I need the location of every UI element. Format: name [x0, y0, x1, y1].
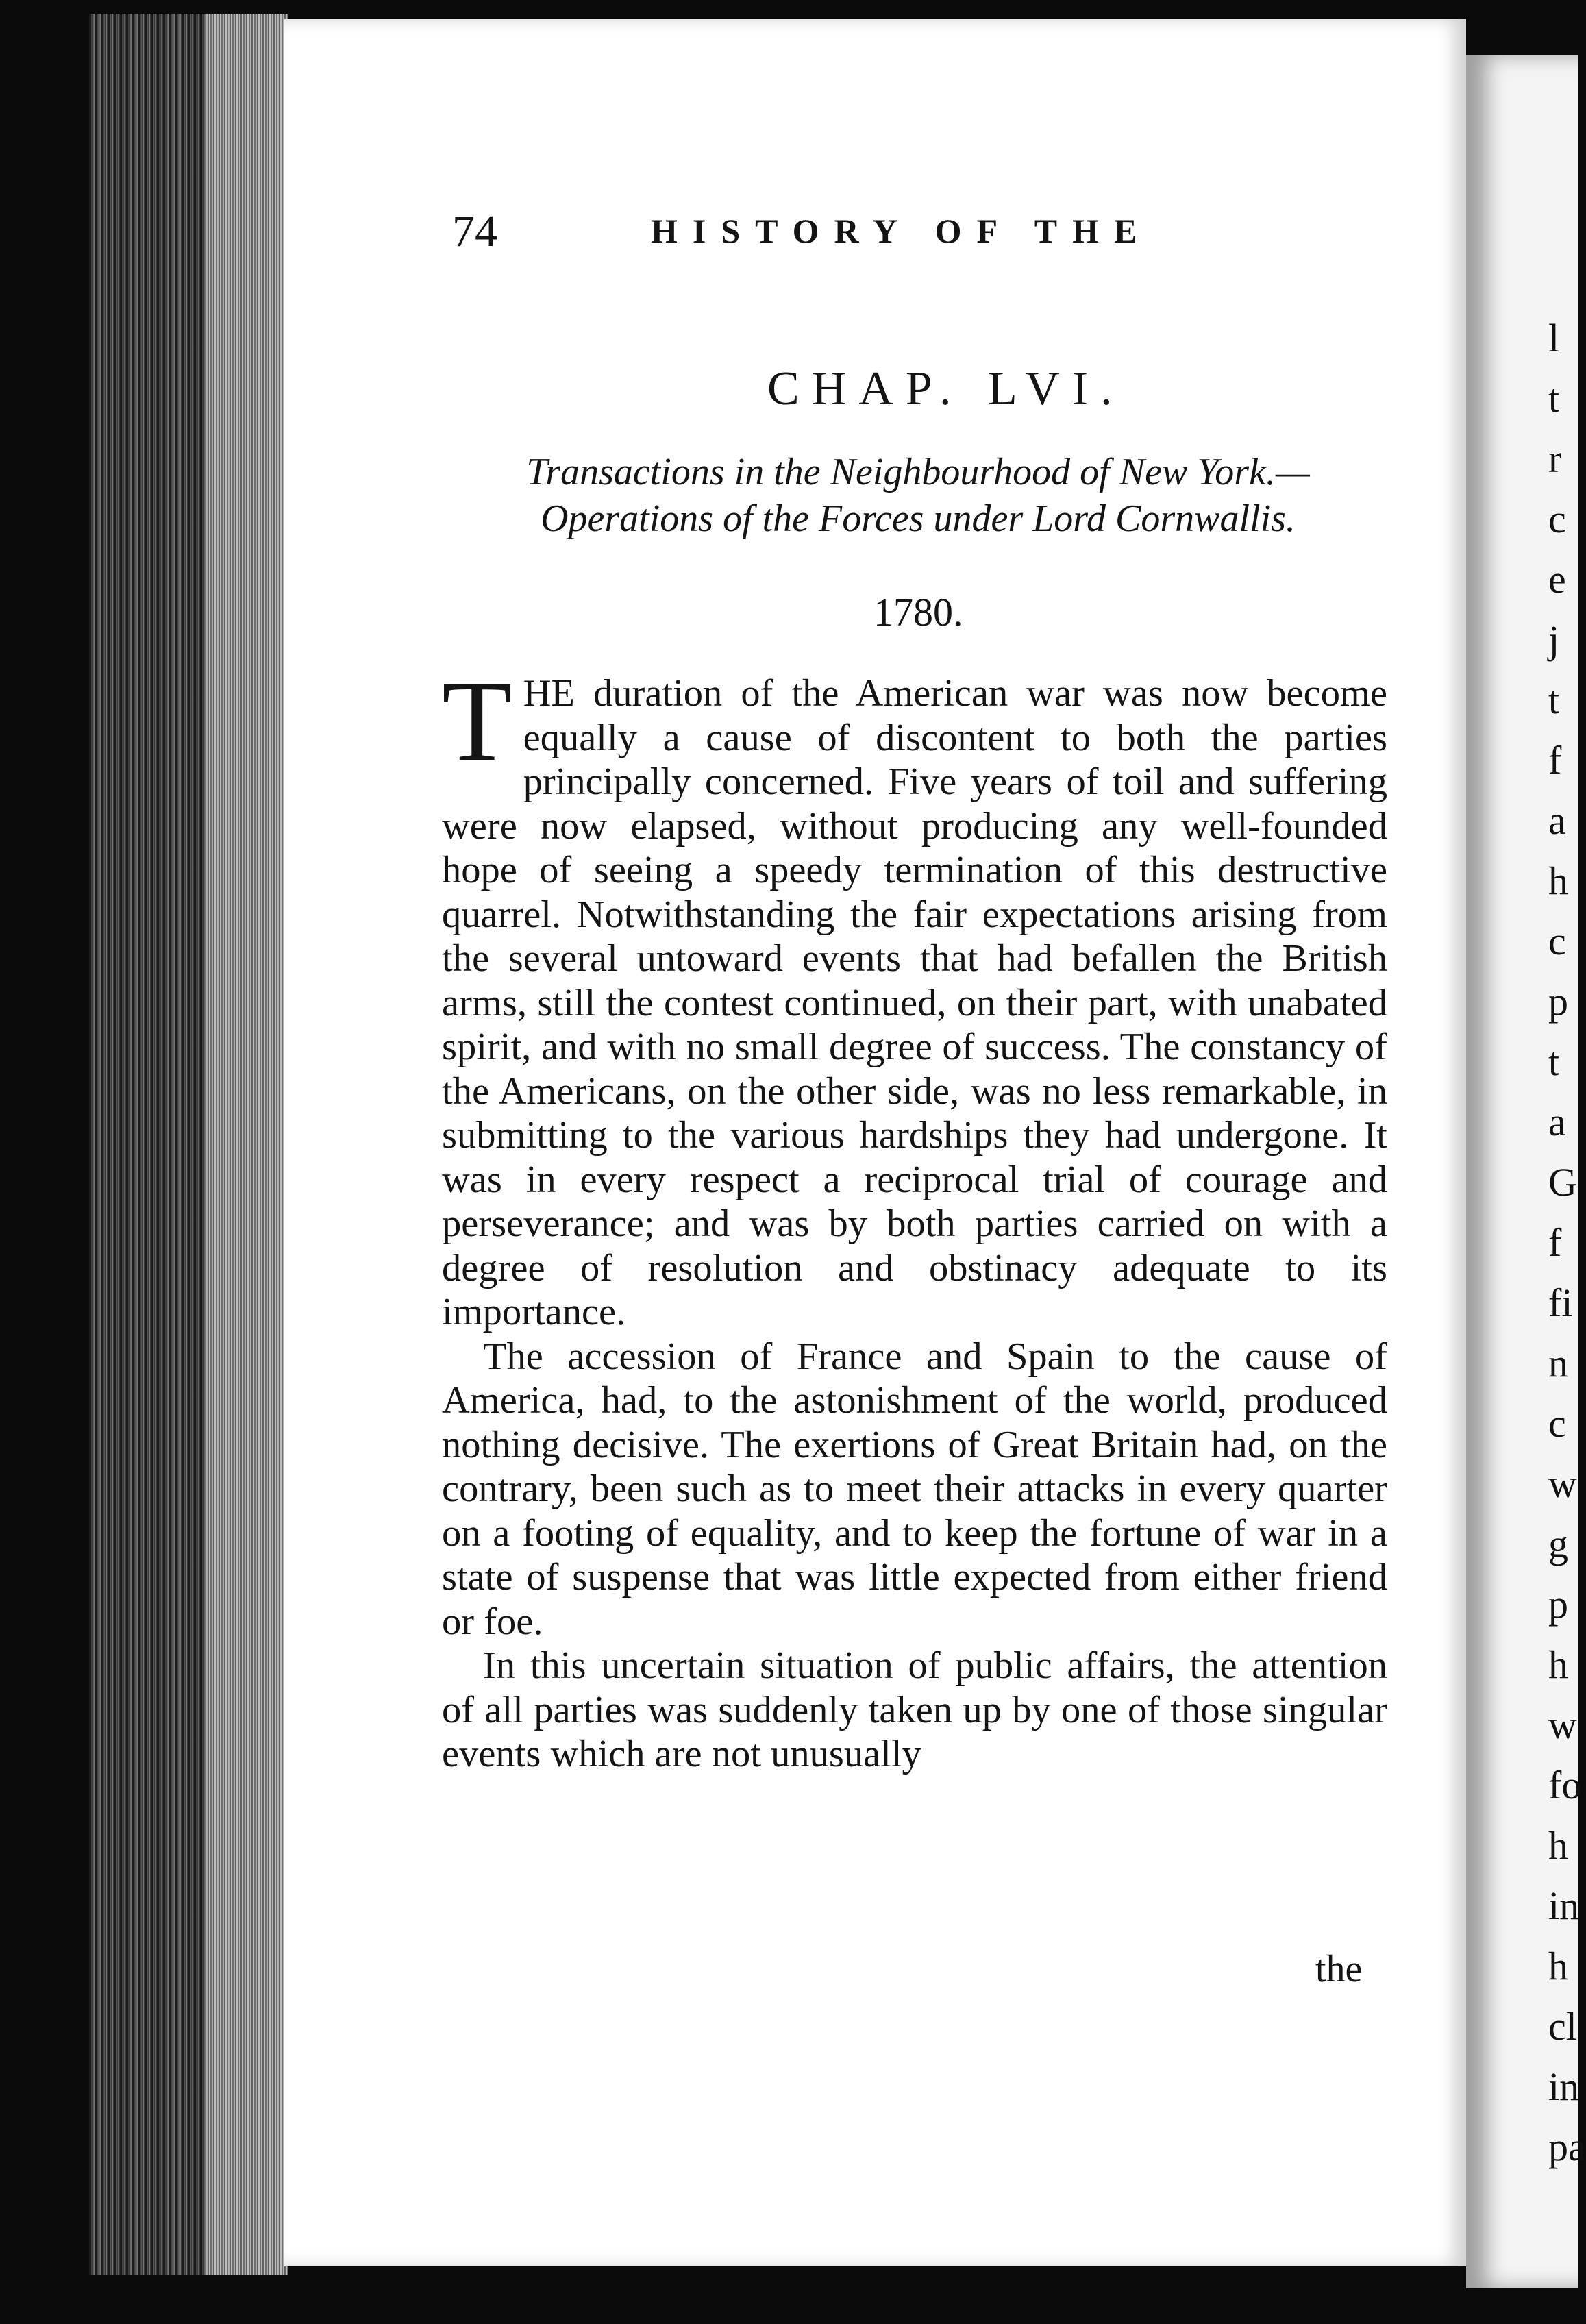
page-number: 74 [452, 206, 497, 256]
facing-page-fragment: g [1548, 1522, 1568, 1566]
paragraph-1 [442, 658, 1387, 1335]
chapter-subtitle [452, 449, 1384, 542]
chapter-title: CHAP. LVI. [767, 362, 1125, 415]
running-title: HISTORY OF THE [651, 212, 1152, 250]
facing-page-fragment: a [1548, 1100, 1566, 1144]
facing-page-fragment: n [1548, 1341, 1568, 1385]
facing-page-fragment: j [1548, 617, 1560, 662]
book-edge-highlight [206, 14, 288, 2275]
facing-page-fragment: h [1548, 1823, 1568, 1868]
paragraph-1-text: HE duration of the American war was now become equally a cause of discontent to both the parties principally concerned. Five years of toil and suffering were now elapsed, without producing any well-founded hope of seeing a speedy termination of this destructive quarrel. Notwithstanding the fair expectations arising from the several untoward events that had befallen the British arms, still the contest continued, on their part, with unabated spirit, and with no small degree of success. The constancy of the Americans, on the other side, was no less remarkable, in submitting to the various hardships they had undergone. It was in every respect a reciprocal trial of courage and perseverance; and was by both parties carried on with a degree of resolution and obstinacy adequate to its importance. [442, 672, 1387, 1333]
facing-page-fragment: h [1548, 1944, 1568, 1988]
facing-page-fragment: cl [1548, 2004, 1577, 2049]
facing-page-fragment: in [1548, 2064, 1580, 2109]
facing-page-fragment: in [1548, 1883, 1580, 1928]
running-head [452, 206, 1398, 260]
facing-page-fragment: h [1548, 1642, 1568, 1687]
body-text [442, 658, 1387, 1777]
subtitle-line-1: Transactions in the Neighbourhood of New York.— [526, 451, 1310, 493]
facing-page-fragment: f [1548, 1220, 1562, 1265]
facing-page-fragment: t [1548, 376, 1560, 421]
facing-page-fragment: fo [1548, 1763, 1582, 1807]
facing-page-fragment: pa [1548, 2125, 1586, 2169]
facing-page-fragment: c [1548, 1401, 1566, 1446]
chapter-year: 1780. [873, 590, 963, 634]
facing-page-fragment: r [1548, 436, 1562, 481]
facing-page-fragment: e [1548, 557, 1566, 602]
facing-page-fragment: p [1548, 979, 1568, 1024]
facing-page-fragment: c [1548, 919, 1566, 963]
facing-page-fragment: l [1548, 316, 1560, 360]
facing-page-fragment: w [1548, 1703, 1577, 1747]
facing-page-fragment: t [1548, 678, 1560, 722]
facing-page-fragment: p [1548, 1582, 1568, 1627]
facing-page-fragment: w [1548, 1461, 1577, 1506]
drop-cap: T [442, 658, 512, 785]
facing-page-fragment: G [1548, 1160, 1577, 1204]
facing-page-fragment: f [1548, 738, 1562, 782]
subtitle-line-2: Operations of the Forces under Lord Cornwallis. [541, 497, 1296, 540]
facing-page-fragment: h [1548, 858, 1568, 903]
facing-page-fragment: a [1548, 798, 1566, 843]
facing-page [1466, 55, 1586, 2288]
paragraph-2: The accession of France and Spain to the cause of America, had, to the astonishment of the world, produced nothing decisive. The exertions of Great Britain had, on the contrary, been such as to meet their attacks in every quarter on a footing of equality, and to keep the fortune of war in a state of suspense that was little expected from either friend or foe. [442, 1335, 1387, 1643]
paragraph-3: In this uncertain situation of public affairs, the attention of all parties was suddenly taken up by one of those singular events which are not unusually [442, 1644, 1387, 1775]
catchword: the [1315, 1948, 1363, 1990]
facing-page-fragment: t [1548, 1039, 1560, 1084]
facing-page-fragment: c [1548, 497, 1566, 541]
facing-page-fragment: fi [1548, 1281, 1573, 1325]
